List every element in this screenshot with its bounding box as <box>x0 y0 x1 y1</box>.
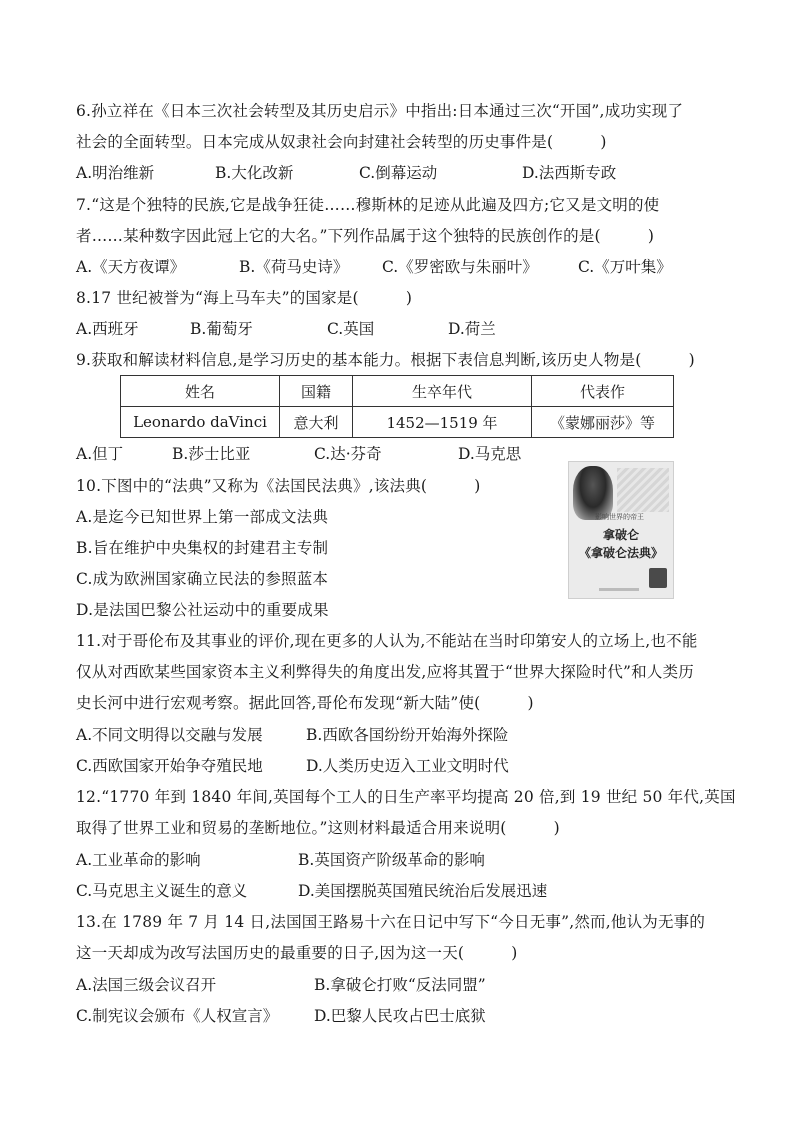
q7-option-a[interactable]: A.《天方夜谭》 <box>76 258 186 276</box>
q9-option-a[interactable]: A.但丁 <box>76 445 124 463</box>
q13-option-b[interactable]: B.拿破仑打败“反法同盟” <box>314 976 486 994</box>
q11-stem-line1: 11.对于哥伦布及其事业的评价,现在更多的人认为,不能站在当时印第安人的立场上,也不能 <box>76 632 698 650</box>
q10-stem: 10.下图中的“法典”又称为《法国民法典》,该法典( ) <box>76 477 481 495</box>
q12-option-a[interactable]: A.工业革命的影响 <box>76 851 201 869</box>
book-series-label: 影响世界的帝王 <box>595 513 644 521</box>
q11-option-b[interactable]: B.西欧各国纷纷开始海外探险 <box>306 726 509 744</box>
table-cell-name: Leonardo daVinci <box>121 407 280 438</box>
q13-option-a[interactable]: A.法国三级会议召开 <box>76 976 217 994</box>
q6-option-d[interactable]: D.法西斯专政 <box>522 164 617 182</box>
q9-option-d[interactable]: D.马克思 <box>458 445 522 463</box>
q6-option-a[interactable]: A.明治维新 <box>76 164 155 182</box>
q7-stem-line2: 者……某种数字因此冠上它的大名。”下列作品属于这个独特的民族创作的是( ) <box>76 227 655 245</box>
q9-stem: 9.获取和解读材料信息,是学习历史的基本能力。根据下表信息判断,该历史人物是( ) <box>76 351 695 369</box>
q6-option-b[interactable]: B.大化改新 <box>215 164 294 182</box>
cover-decoration <box>617 468 669 512</box>
table-header-row <box>121 376 674 407</box>
q6-stem-line1: 6.孙立祥在《日本三次社会转型及其历史启示》中指出:日本通过三次“开国”,成功实现了 <box>76 102 684 120</box>
q11-option-a[interactable]: A.不同文明得以交融与发展 <box>76 726 263 744</box>
q8-option-a[interactable]: A.西班牙 <box>76 320 139 338</box>
q10-option-b[interactable]: B.旨在维护中央集权的封建君主专制 <box>76 539 329 557</box>
q13-stem-line1: 13.在 1789 年 7 月 14 日,法国国王路易十六在日记中写下“今日无事”,然而,他认为无事的 <box>76 913 706 931</box>
table-header-years: 生卒年代 <box>353 376 532 407</box>
q7-option-b[interactable]: B.《荷马史诗》 <box>239 258 349 276</box>
table-row <box>121 407 674 438</box>
q11-option-d[interactable]: D.人类历史迈入工业文明时代 <box>306 757 509 775</box>
book-title-line1: 拿破仑 <box>602 528 639 542</box>
q8-option-d[interactable]: D.荷兰 <box>448 320 496 338</box>
q11-stem-line2: 仅从对西欧某些国家资本主义利弊得失的角度出发,应将其置于“世界大探险时代”和人类历 <box>76 663 694 681</box>
q12-option-d[interactable]: D.美国摆脱英国殖民统治后发展迅速 <box>298 882 548 900</box>
q12-option-b[interactable]: B.英国资产阶级革命的影响 <box>298 851 485 869</box>
table-cell-nationality: 意大利 <box>280 407 353 438</box>
cover-footer-bar <box>599 588 639 591</box>
q10-option-a[interactable]: A.是迄今已知世界上第一部成文法典 <box>76 508 329 526</box>
book-title-line2: 《拿破仑法典》 <box>578 546 663 560</box>
q12-stem-line2: 取得了世界工业和贸易的垄断地位。”这则材料最适合用来说明( ) <box>76 819 560 837</box>
table-header-works: 代表作 <box>532 376 674 407</box>
q13-stem-line2: 这一天却成为改写法国历史的最重要的日子,因为这一天( ) <box>76 944 518 962</box>
q6-option-c[interactable]: C.倒幕运动 <box>359 164 438 182</box>
q13-option-c[interactable]: C.制宪议会颁布《人权宣言》 <box>76 1007 279 1025</box>
q10-option-c[interactable]: C.成为欧洲国家确立民法的参照蓝本 <box>76 570 329 588</box>
publisher-badge <box>649 568 667 588</box>
q13-option-d[interactable]: D.巴黎人民攻占巴士底狱 <box>314 1007 486 1025</box>
q11-stem-line3: 史长河中进行宏观考察。据此回答,哥伦布发现“新大陆”使( ) <box>76 694 534 712</box>
napoleon-code-book-image <box>568 461 674 599</box>
q8-option-b[interactable]: B.葡萄牙 <box>190 320 253 338</box>
q8-stem: 8.17 世纪被誉为“海上马车夫”的国家是( ) <box>76 289 413 307</box>
table-header-name: 姓名 <box>121 376 280 407</box>
q10-option-d[interactable]: D.是法国巴黎公社运动中的重要成果 <box>76 601 329 619</box>
table-header-nationality: 国籍 <box>280 376 353 407</box>
q9-option-b[interactable]: B.莎士比亚 <box>172 445 251 463</box>
q7-stem-line1: 7.“这是个独特的民族,它是战争狂徒……穆斯林的足迹从此遍及四方;它又是文明的使 <box>76 196 660 214</box>
q11-option-c[interactable]: C.西欧国家开始争夺殖民地 <box>76 757 263 775</box>
q8-option-c[interactable]: C.英国 <box>327 320 375 338</box>
table-cell-years: 1452—1519 年 <box>353 407 532 438</box>
q9-info-table <box>120 375 674 438</box>
q12-option-c[interactable]: C.马克思主义诞生的意义 <box>76 882 248 900</box>
q12-stem-line1: 12.“1770 年到 1840 年间,英国每个工人的日生产率平均提高 20 倍,到 19 世纪 50 年代,英国 <box>76 788 736 806</box>
q7-option-c[interactable]: C.《罗密欧与朱丽叶》 <box>382 258 538 276</box>
q7-option-d[interactable]: C.《万叶集》 <box>578 258 672 276</box>
q9-option-c[interactable]: C.达·芬奇 <box>314 445 382 463</box>
q6-stem-line2: 社会的全面转型。日本完成从奴隶社会向封建社会转型的历史事件是( ) <box>76 133 607 151</box>
table-cell-works: 《蒙娜丽莎》等 <box>532 407 674 438</box>
